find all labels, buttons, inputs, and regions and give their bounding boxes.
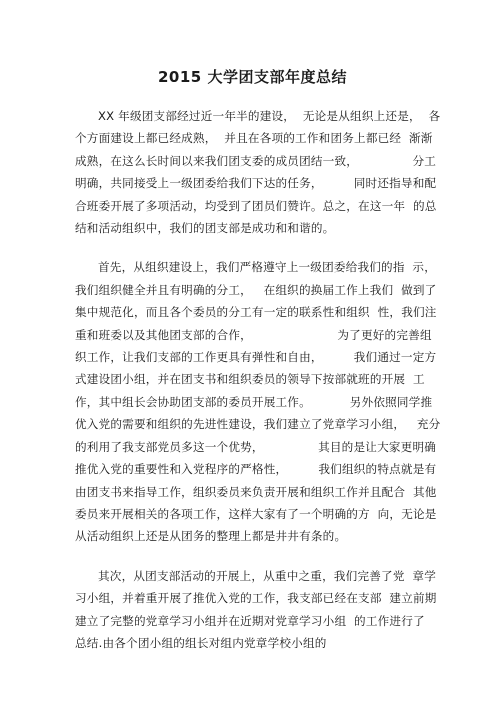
text-line: 优入党的需要和组织的先进性建设，我们建立了党章学习小组， 充分 xyxy=(75,417,441,432)
text-line: 我们组织健全并且有明确的分工， 在组织的换届工作上我们 做到了 xyxy=(75,282,437,297)
text-line: 作，其中组长会协助团支部的委员开展工作。 另外依照同学推 xyxy=(75,394,433,409)
document-title: 2015 大学团支部年度总结 xyxy=(158,68,347,86)
text-line: 其次，从团支部活动的开展上，从重中之重，我们完善了党 章学 xyxy=(98,568,436,583)
paragraph-intro xyxy=(75,105,441,239)
paragraph-activities xyxy=(75,565,437,655)
text-line: 重和班委以及其他团支部的合作， 为了更好的完善组 xyxy=(75,327,432,342)
text-line: 集中规范化，而且各个委员的分工有一定的联系性和组织 性，我们注 xyxy=(75,305,437,320)
text-line: 习小组，并着重开展了推优入党的工作，我支部已经在支部 建立前期 xyxy=(75,591,437,606)
text-line: 的利用了我支部党员多这一个优势， 其目的是让大家更明确 xyxy=(75,439,437,454)
text-line: 成熟，在这么长时间以来我们团支委的成员团结一致， 分工 xyxy=(75,153,437,168)
text-line: 推优入党的重要性和入党程序的严格性， 我们组织的特点就是有 xyxy=(75,462,437,477)
text-line: 委员来开展相关的各项工作，这样大家有了一个明确的方 向，无论是 xyxy=(75,506,437,521)
text-line: 从活动组织上还是从团务的整理上都是井井有条的。 xyxy=(75,529,347,544)
text-line: 由团支书来指导工作，组织委员来负责开展和组织工作并且配合 其他 xyxy=(75,484,437,499)
text-line: 首先，从组织建设上，我们严格遵守上一级团委给我们的指 示， xyxy=(98,260,436,275)
text-line: 式建设团小组，并在团支书和组织委员的领导下按部就班的开展 工 xyxy=(75,372,425,387)
text-line: XX 年级团支部经过近一年半的建设， 无论是从组织上还是， 各 xyxy=(98,109,441,123)
text-line: 总结.由各个团小组的组长对组内党章学校小组的 xyxy=(75,635,327,650)
text-line: 织工作，让我们支部的工作更具有弹性和自由， 我们通过一定方 xyxy=(75,350,437,365)
text-line: 个方面建设上都已经成熟， 并且在各项的工作和团务上都已经 渐渐 xyxy=(75,131,433,146)
text-line: 合班委开展了多项活动，均受到了团员们赞许。总之，在这一年 的总 xyxy=(75,198,437,213)
text-line: 建立了完整的党章学习小组并在近期对党章学习小组 的工作进行了 xyxy=(75,613,425,628)
text-line: 明确，共同接受上一级团委给我们下达的任务， 同时还指导和配 xyxy=(75,176,437,191)
paragraph-organization xyxy=(75,256,441,547)
text-line: 结和活动组织中，我们的团支部是成功和和谐的。 xyxy=(75,221,335,236)
